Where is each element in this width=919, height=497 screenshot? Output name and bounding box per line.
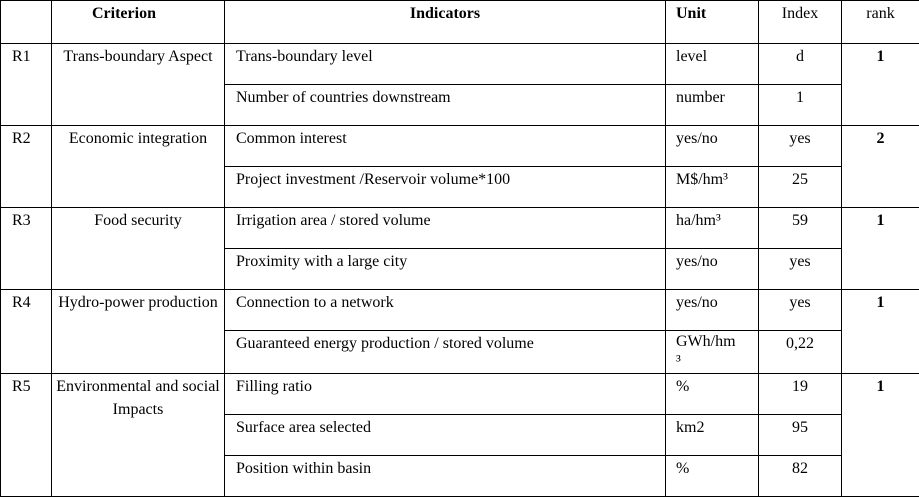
unit-text: number xyxy=(676,88,738,108)
index-cell: 19 xyxy=(759,374,842,415)
rank-cell: 1 xyxy=(842,374,919,497)
unit-cell xyxy=(666,290,759,331)
indicator-cell: Filling ratio xyxy=(225,374,666,415)
rank-cell: 2 xyxy=(842,126,919,208)
unit-cell xyxy=(666,331,759,374)
header-row xyxy=(1,1,919,44)
unit-text: yes/no xyxy=(676,129,738,149)
index-cell: yes xyxy=(759,126,842,167)
rank-cell: 1 xyxy=(842,208,919,290)
unit-text: km2 xyxy=(676,418,738,438)
rank-cell: 1 xyxy=(842,44,919,126)
criterion-cell: Trans-boundary Aspect xyxy=(52,44,225,126)
unit-text: level xyxy=(676,47,738,67)
indicator-cell: Guaranteed energy production / stored volume xyxy=(225,331,666,374)
unit-text: % xyxy=(676,459,738,479)
unit-cell xyxy=(666,126,759,167)
unit-cell xyxy=(666,415,759,456)
rank-cell: 1 xyxy=(842,290,919,374)
header-criterion: Criterion xyxy=(52,1,225,44)
unit-text: ha/hm³ xyxy=(676,211,738,231)
unit-text: % xyxy=(676,377,738,397)
criterion-cell: Hydro-power production xyxy=(52,290,225,374)
indicator-cell: Project investment /Reservoir volume*100 xyxy=(225,167,666,208)
indicator-cell: Trans-boundary level xyxy=(225,44,666,85)
row-id: R5 xyxy=(1,374,52,497)
unit-cell xyxy=(666,208,759,249)
indicator-cell: Position within basin xyxy=(225,456,666,497)
header-id xyxy=(1,1,52,44)
index-cell: 25 xyxy=(759,167,842,208)
index-cell: d xyxy=(759,44,842,85)
unit-cell xyxy=(666,456,759,497)
indicator-cell: Irrigation area / stored volume xyxy=(225,208,666,249)
row-id: R2 xyxy=(1,126,52,208)
criterion-cell: Food security xyxy=(52,208,225,290)
indicator-cell: Surface area selected xyxy=(225,415,666,456)
unit-cell xyxy=(666,85,759,126)
index-cell: yes xyxy=(759,249,842,290)
unit-text: GWh/hm³ xyxy=(676,332,738,372)
unit-cell xyxy=(666,167,759,208)
row-id: R1 xyxy=(1,44,52,126)
unit-cell xyxy=(666,249,759,290)
index-cell: 82 xyxy=(759,456,842,497)
table-row xyxy=(1,290,919,331)
index-cell: 0,22 xyxy=(759,331,842,374)
index-cell: yes xyxy=(759,290,842,331)
table-row xyxy=(1,44,919,85)
header-unit: Unit xyxy=(666,1,759,44)
unit-text: M$/hm³ xyxy=(676,170,738,190)
unit-text: yes/no xyxy=(676,293,738,313)
index-cell: 59 xyxy=(759,208,842,249)
unit-cell xyxy=(666,374,759,415)
table-row xyxy=(1,374,919,415)
row-id: R4 xyxy=(1,290,52,374)
table-row xyxy=(1,208,919,249)
unit-text: yes/no xyxy=(676,252,738,272)
header-indicators: Indicators xyxy=(225,1,666,44)
header-index: Index xyxy=(759,1,842,44)
row-id: R3 xyxy=(1,208,52,290)
criterion-cell: Economic integration xyxy=(52,126,225,208)
table-row xyxy=(1,126,919,167)
indicator-cell: Proximity with a large city xyxy=(225,249,666,290)
header-rank: rank xyxy=(842,1,919,44)
index-cell: 95 xyxy=(759,415,842,456)
index-cell: 1 xyxy=(759,85,842,126)
criterion-cell: Environmental and social Impacts xyxy=(52,374,225,497)
indicator-cell: Number of countries downstream xyxy=(225,85,666,126)
indicator-cell: Connection to a network xyxy=(225,290,666,331)
unit-cell xyxy=(666,44,759,85)
indicator-cell: Common interest xyxy=(225,126,666,167)
